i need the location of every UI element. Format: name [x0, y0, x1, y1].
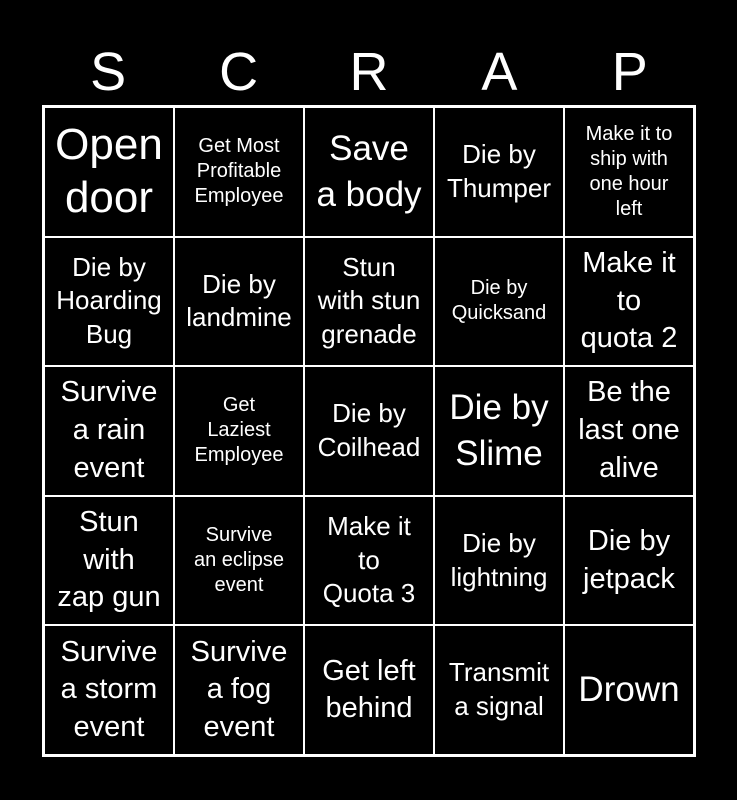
bingo-header: [43, 40, 695, 104]
cell-text: Stun with zap gun: [57, 506, 161, 614]
bingo-cell-drown[interactable]: [564, 625, 694, 755]
bingo-cell-one-hour-left[interactable]: [564, 107, 694, 237]
bingo-cell-storm-event[interactable]: [44, 625, 174, 755]
bingo-cell-die-quicksand[interactable]: [434, 237, 564, 367]
bingo-cell-die-landmine[interactable]: [174, 237, 304, 367]
cell-text: Stun with stun grenade: [317, 251, 421, 350]
header-letter-r: R: [349, 42, 389, 102]
cell-text: Die by jetpack: [583, 524, 675, 595]
cell-text: Make it to ship with one hour left: [585, 122, 673, 220]
cell-text: Save a body: [316, 129, 422, 214]
bingo-cell-open-door[interactable]: [44, 107, 174, 237]
bingo-cell-transmit-signal[interactable]: [434, 625, 564, 755]
cell-text: Transmit a signal: [448, 657, 550, 722]
bingo-cell-die-hoarding-bug[interactable]: [44, 237, 174, 367]
cell-text: Get Laziest Employee: [194, 394, 284, 467]
header-letter-s: S: [90, 42, 127, 102]
bingo-cell-fog-event[interactable]: [174, 625, 304, 755]
bingo-cell-die-lightning[interactable]: [434, 496, 564, 626]
cell-text: Get left behind: [322, 654, 416, 725]
bingo-cell-eclipse-event[interactable]: [174, 496, 304, 626]
bingo-cell-rain-event[interactable]: [44, 366, 174, 496]
bingo-cell-stun-grenade[interactable]: [304, 237, 434, 367]
header-letter-c: C: [219, 42, 259, 102]
header-letter-a: A: [481, 42, 518, 102]
cell-text: Survive an eclipse event: [193, 524, 285, 597]
bingo-cell-save-body[interactable]: [304, 107, 434, 237]
cell-text: Survive a rain event: [60, 376, 158, 484]
bingo-cell-laziest-employee[interactable]: [174, 366, 304, 496]
bingo-grid: [42, 105, 696, 757]
cell-text: Die by Coilhead: [317, 398, 421, 462]
cell-text: Drown: [578, 670, 680, 710]
bingo-cell-most-profitable[interactable]: [174, 107, 304, 237]
cell-text: Survive a storm event: [60, 635, 158, 744]
header-letter-p: P: [611, 42, 648, 102]
cell-text: Die by Hoarding Bug: [56, 251, 162, 350]
bingo-cell-left-behind[interactable]: [304, 625, 434, 755]
cell-text: Die by lightning: [450, 527, 548, 592]
cell-text: Die by Slime: [449, 388, 549, 473]
cell-text: Survive a fog event: [190, 635, 288, 744]
bingo-cell-die-jetpack[interactable]: [564, 496, 694, 626]
cell-text: Open door: [55, 120, 163, 222]
bingo-cell-die-thumper[interactable]: [434, 107, 564, 237]
bingo-cell-die-coilhead[interactable]: [304, 366, 434, 496]
bingo-cell-last-alive[interactable]: [564, 366, 694, 496]
cell-text: Make it to Quota 3: [322, 510, 416, 609]
cell-text: Be the last one alive: [578, 376, 680, 484]
bingo-cell-die-slime[interactable]: [434, 366, 564, 496]
cell-text: Die by landmine: [186, 268, 292, 333]
bingo-cell-zap-gun[interactable]: [44, 496, 174, 626]
bingo-cell-quota-2[interactable]: [564, 237, 694, 367]
cell-text: Get Most Profitable Employee: [194, 135, 284, 208]
cell-text: Die by Quicksand: [451, 277, 547, 325]
bingo-cell-quota-3[interactable]: [304, 496, 434, 626]
cell-text: Die by Thumper: [446, 139, 552, 203]
cell-text: Make it to quota 2: [580, 246, 678, 355]
